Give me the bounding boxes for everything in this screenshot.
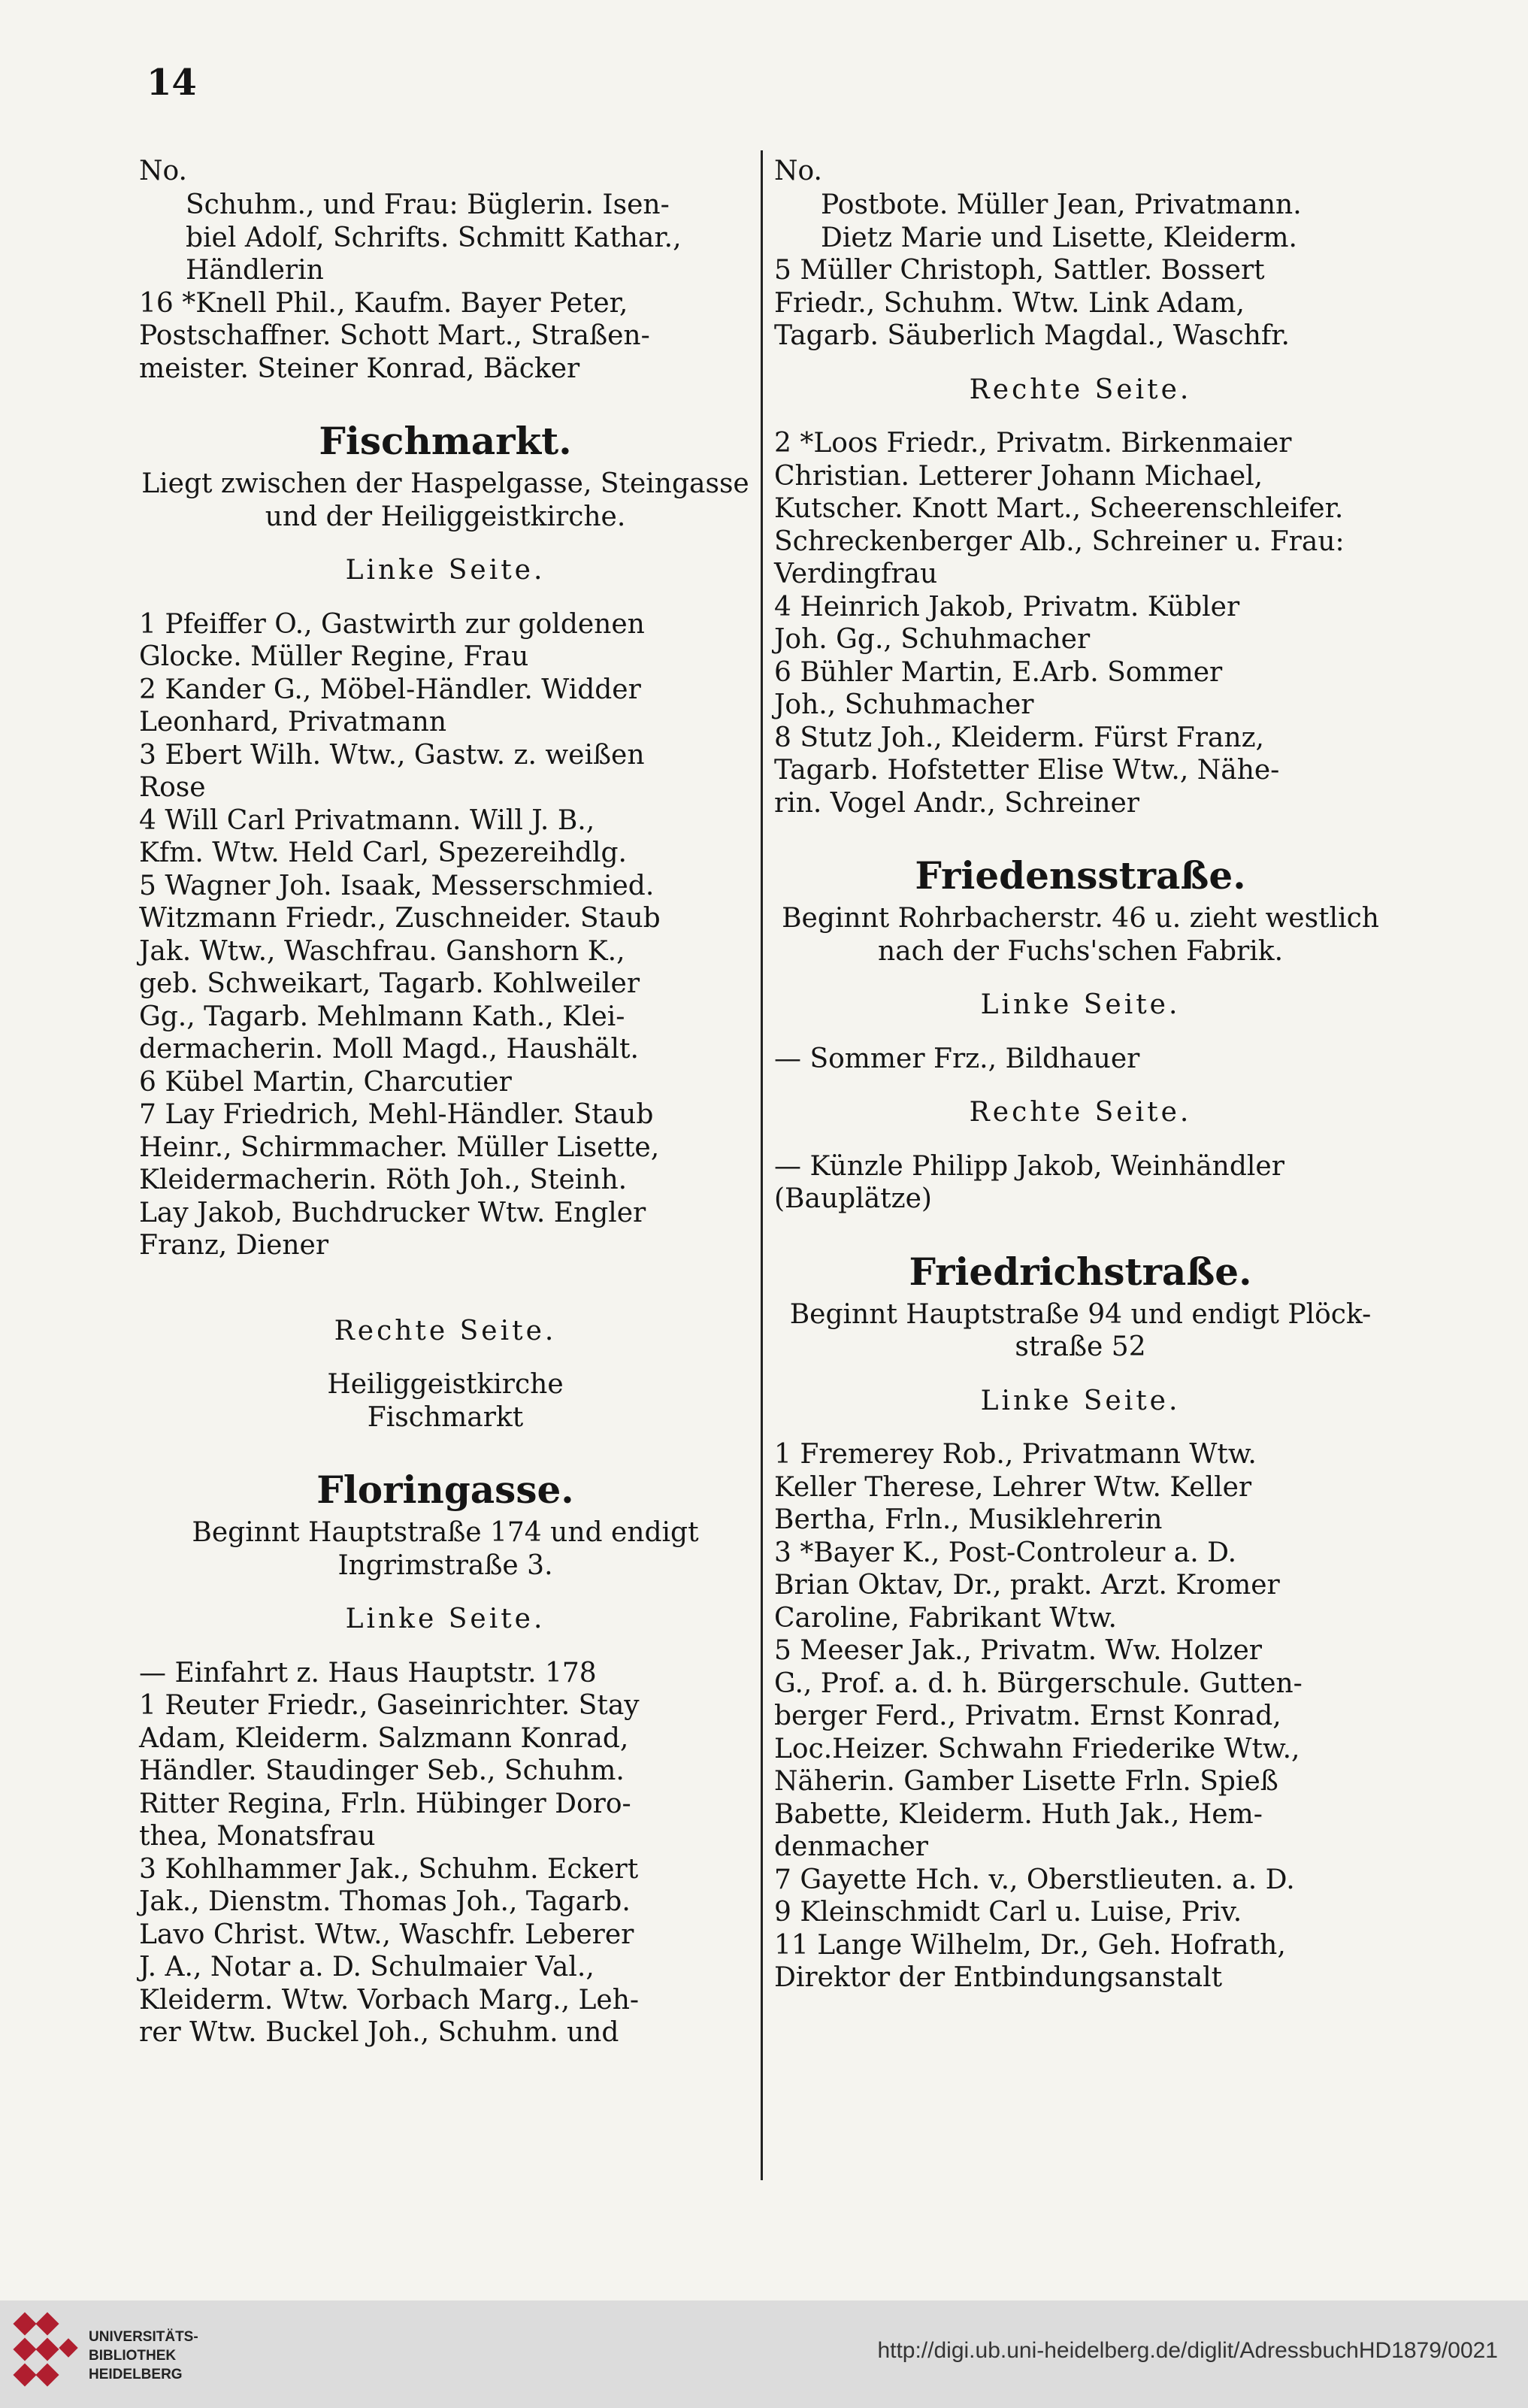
- university-logo-icon: [14, 2311, 80, 2397]
- text-line: Joh., Schuhmacher: [774, 689, 1034, 720]
- text-line: Bertha, Frln., Musiklehrerin: [774, 1504, 1163, 1535]
- text-line: 6 Bühler Martin, E.Arb. Sommer: [774, 656, 1223, 688]
- institution-line: HEIDELBERG: [89, 2367, 183, 2382]
- list-item: [139, 1066, 752, 1099]
- text-line: — Sommer Frz., Bildhauer: [774, 1043, 1140, 1074]
- text-line: Franz, Diener: [139, 1230, 329, 1261]
- institution-line: UNIVERSITÄTS-: [89, 2329, 198, 2345]
- text-line: 8 Stutz Joh., Kleiderm. Fürst Franz,: [774, 722, 1264, 753]
- text-line: — Künzle Philipp Jakob, Weinhändler: [774, 1150, 1284, 1182]
- text-line: Kfm. Wtw. Held Carl, Spezereihdlg.: [139, 837, 628, 868]
- text-line: 4 Will Carl Privatmann. Will J. B.,: [139, 804, 595, 836]
- street-description: [139, 1516, 752, 1582]
- institution-line: BIBLIOTHEK: [89, 2348, 177, 2364]
- text-line: J. A., Notar a. D. Schulmaier Val.,: [139, 1952, 595, 1982]
- text-line: und der Heiliggeistkirche.: [265, 501, 626, 532]
- continued-entry: [139, 189, 752, 287]
- text-line: Heiliggeistkirche: [327, 1369, 564, 1400]
- list-item: [774, 722, 1387, 820]
- list-item: [139, 674, 752, 739]
- text-line: Dietz Marie und Lisette, Kleiderm.: [821, 222, 1297, 253]
- text-line: Liegt zwischen der Haspelgasse, Steingasse: [141, 468, 749, 499]
- text-line: geb. Schweikart, Tagarb. Kohlweiler: [139, 968, 640, 999]
- text-line: biel Adolf, Schrifts. Schmitt Kathar.,: [186, 222, 682, 253]
- text-line: Christian. Letterer Johann Michael,: [774, 460, 1263, 492]
- text-line: 5 Wagner Joh. Isaak, Messerschmied.: [139, 870, 655, 901]
- list-item: [774, 1929, 1387, 1995]
- text-line: Glocke. Müller Regine, Frau: [139, 641, 529, 672]
- text-line: Beginnt Hauptstraße 174 und endigt: [192, 1517, 699, 1548]
- text-line: Postschaffner. Schott Mart., Straßen-: [139, 320, 650, 351]
- source-url[interactable]: http://digi.ub.uni-heidelberg.de/diglit/AdressbuchHD1879/0021: [877, 2338, 1498, 2363]
- text-line: Keller Therese, Lehrer Wtw. Keller: [774, 1471, 1252, 1503]
- right-column: [774, 154, 1387, 1995]
- text-line: berger Ferd., Privatm. Ernst Konrad,: [774, 1701, 1281, 1731]
- side-label: Linke Seite.: [345, 555, 546, 586]
- entry-list: [139, 608, 752, 1262]
- list-item: [139, 1657, 752, 1690]
- text-line: 6 Kübel Martin, Charcutier: [139, 1066, 512, 1098]
- street-description: [774, 1298, 1387, 1364]
- text-line: G., Prof. a. d. h. Bürgerschule. Gutten-: [774, 1667, 1303, 1699]
- text-line: nach der Fuchs'schen Fabrik.: [877, 935, 1284, 967]
- list-item: [774, 1438, 1387, 1537]
- text-line: Lay Jakob, Buchdrucker Wtw. Engler: [139, 1197, 646, 1228]
- text-line: Witzmann Friedr., Zuschneider. Staub: [139, 903, 661, 934]
- right-side-list: [139, 1368, 752, 1434]
- continued-entry: [774, 189, 1387, 254]
- list-item: [139, 739, 752, 804]
- text-line: Brian Oktav, Dr., prakt. Arzt. Kromer: [774, 1570, 1280, 1601]
- text-line: Händler. Staudinger Seb., Schuhm.: [139, 1755, 625, 1786]
- text-line: Rose: [139, 772, 206, 803]
- text-line: 4 Heinrich Jakob, Privatm. Kübler: [774, 591, 1240, 622]
- text-line: 11 Lange Wilhelm, Dr., Geh. Hofrath,: [774, 1929, 1286, 1961]
- no-header: No.: [139, 156, 187, 186]
- text-line: Schuhm., und Frau: Büglerin. Isen-: [186, 189, 670, 220]
- text-line: 5 Müller Christoph, Sattler. Bossert: [774, 255, 1265, 286]
- text-line: Jak. Wtw., Waschfrau. Ganshorn K.,: [139, 935, 625, 967]
- text-line: thea, Monatsfrau: [139, 1821, 376, 1852]
- text-line: 7 Gayette Hch. v., Oberstlieuten. a. D.: [774, 1864, 1295, 1895]
- text-line: Caroline, Fabrikant Wtw.: [774, 1602, 1117, 1634]
- text-line: rer Wtw. Buckel Joh., Schuhm. und: [139, 2017, 619, 2048]
- entry-list: [774, 427, 1387, 819]
- text-line: 1 Reuter Friedr., Gaseinrichter. Stay: [139, 1690, 640, 1721]
- text-line: 2 *Loos Friedr., Privatm. Birkenmaier: [774, 428, 1292, 459]
- text-line: denmacher: [774, 1831, 928, 1862]
- side-label: Linke Seite.: [980, 989, 1181, 1020]
- footer-bar: [0, 2300, 1528, 2408]
- list-item: [774, 591, 1387, 656]
- text-line: Fischmarkt: [367, 1401, 524, 1433]
- text-line: Näherin. Gamber Lisette Frln. Spieß: [774, 1766, 1278, 1797]
- list-item: [139, 1098, 752, 1262]
- list-item: [774, 1896, 1387, 1929]
- list-item: [139, 608, 752, 674]
- text-line: Händlerin: [186, 255, 324, 286]
- list-item: [139, 870, 752, 1066]
- list-item: [774, 1864, 1387, 1897]
- text-line: Kleidermacherin. Röth Joh., Steinh.: [139, 1165, 628, 1195]
- text-line: Beginnt Hauptstraße 94 und endigt Plöck-: [789, 1298, 1372, 1330]
- text-line: 3 *Bayer K., Post-Controleur a. D.: [774, 1537, 1237, 1568]
- list-item: [774, 656, 1387, 722]
- text-line: (Bauplätze): [774, 1183, 932, 1214]
- page-number: 14: [147, 62, 197, 104]
- section-heading: Floringasse.: [316, 1468, 574, 1512]
- text-line: Babette, Kleiderm. Huth Jak., Hem-: [774, 1798, 1263, 1830]
- text-line: 7 Lay Friedrich, Mehl-Händler. Staub: [139, 1099, 654, 1130]
- street-description: [774, 902, 1387, 968]
- list-item: [139, 1853, 752, 2049]
- text-line: Tagarb. Hofstetter Elise Wtw., Nähe-: [774, 755, 1280, 786]
- section-heading: Friedrichstraße.: [909, 1249, 1252, 1294]
- list-item: [774, 1150, 1387, 1216]
- section-heading: Fischmarkt.: [319, 419, 572, 463]
- entry-list: [774, 1438, 1387, 1995]
- text-line: Kleiderm. Wtw. Vorbach Marg., Leh-: [139, 1984, 640, 2016]
- text-line: 5 Meeser Jak., Privatm. Ww. Holzer: [774, 1635, 1263, 1666]
- text-line: Joh. Gg., Schuhmacher: [774, 624, 1091, 655]
- text-line: straße 52: [1015, 1331, 1146, 1362]
- text-line: Loc.Heizer. Schwahn Friederike Wtw.,: [774, 1733, 1300, 1764]
- no-header: No.: [774, 156, 822, 186]
- side-label: Rechte Seite.: [969, 1097, 1192, 1128]
- side-label: Rechte Seite.: [334, 1315, 557, 1346]
- text-line: Beginnt Rohrbacherstr. 46 u. zieht westlich: [782, 903, 1379, 934]
- text-line: dermacherin. Moll Magd., Haushält.: [139, 1034, 639, 1065]
- text-line: rin. Vogel Andr., Schreiner: [774, 787, 1140, 819]
- entry-5: [774, 254, 1387, 353]
- text-line: Schreckenberger Alb., Schreiner u. Frau:: [774, 526, 1345, 557]
- street-description: [139, 468, 752, 533]
- text-line: Lavo Christ. Wtw., Waschfr. Leberer: [139, 1919, 634, 1950]
- text-line: Ritter Regina, Frln. Hübinger Doro-: [139, 1788, 631, 1819]
- list-item: [774, 1634, 1387, 1864]
- text-line: Gg., Tagarb. Mehlmann Kath., Klei-: [139, 1001, 625, 1032]
- text-line: Kutscher. Knott Mart., Scheerenschleifer.: [774, 493, 1344, 524]
- text-line: Tagarb. Säuberlich Magdal., Waschfr.: [774, 320, 1290, 351]
- column-divider: [761, 150, 763, 2180]
- section-heading: Friedensstraße.: [915, 853, 1246, 898]
- text-line: Friedr., Schuhm. Wtw. Link Adam,: [774, 287, 1245, 319]
- text-line: Heinr., Schirmmacher. Müller Lisette,: [139, 1131, 660, 1163]
- text-line: meister. Steiner Konrad, Bäcker: [139, 353, 580, 384]
- text-line: Adam, Kleiderm. Salzmann Konrad,: [139, 1722, 629, 1754]
- text-line: Jak., Dienstm. Thomas Joh., Tagarb.: [139, 1886, 631, 1917]
- text-line: Ingrimstraße 3.: [337, 1549, 553, 1581]
- text-line: — Einfahrt z. Haus Hauptstr. 178: [139, 1657, 597, 1689]
- side-label: Rechte Seite.: [969, 374, 1192, 405]
- entry-16: [139, 287, 752, 386]
- text-line: Direktor der Entbindungsanstalt: [774, 1962, 1223, 1993]
- text-line: 2 Kander G., Möbel-Händler. Widder: [139, 674, 641, 705]
- entry-list: [139, 1657, 752, 2049]
- list-item: [774, 427, 1387, 591]
- list-item: [139, 804, 752, 870]
- side-label: Linke Seite.: [980, 1385, 1181, 1416]
- text-line: 9 Kleinschmidt Carl u. Luise, Priv.: [774, 1897, 1242, 1928]
- text-line: Verdingfrau: [774, 559, 938, 589]
- list-item: [139, 1689, 752, 1853]
- text-line: 3 Ebert Wilh. Wtw., Gastw. z. weißen: [139, 739, 645, 771]
- text-line: 1 Pfeiffer O., Gastwirth zur goldenen: [139, 608, 645, 640]
- left-column: [139, 154, 752, 2049]
- text-line: Leonhard, Privatmann: [139, 707, 447, 738]
- text-line: 3 Kohlhammer Jak., Schuhm. Eckert: [139, 1853, 639, 1885]
- text-line: Postbote. Müller Jean, Privatmann.: [821, 189, 1302, 220]
- text-line: 16 *Knell Phil., Kaufm. Bayer Peter,: [139, 287, 628, 319]
- list-item: [774, 1043, 1387, 1076]
- text-line: 1 Fremerey Rob., Privatmann Wtw.: [774, 1439, 1257, 1470]
- side-label: Linke Seite.: [345, 1604, 546, 1634]
- list-item: [774, 1537, 1387, 1635]
